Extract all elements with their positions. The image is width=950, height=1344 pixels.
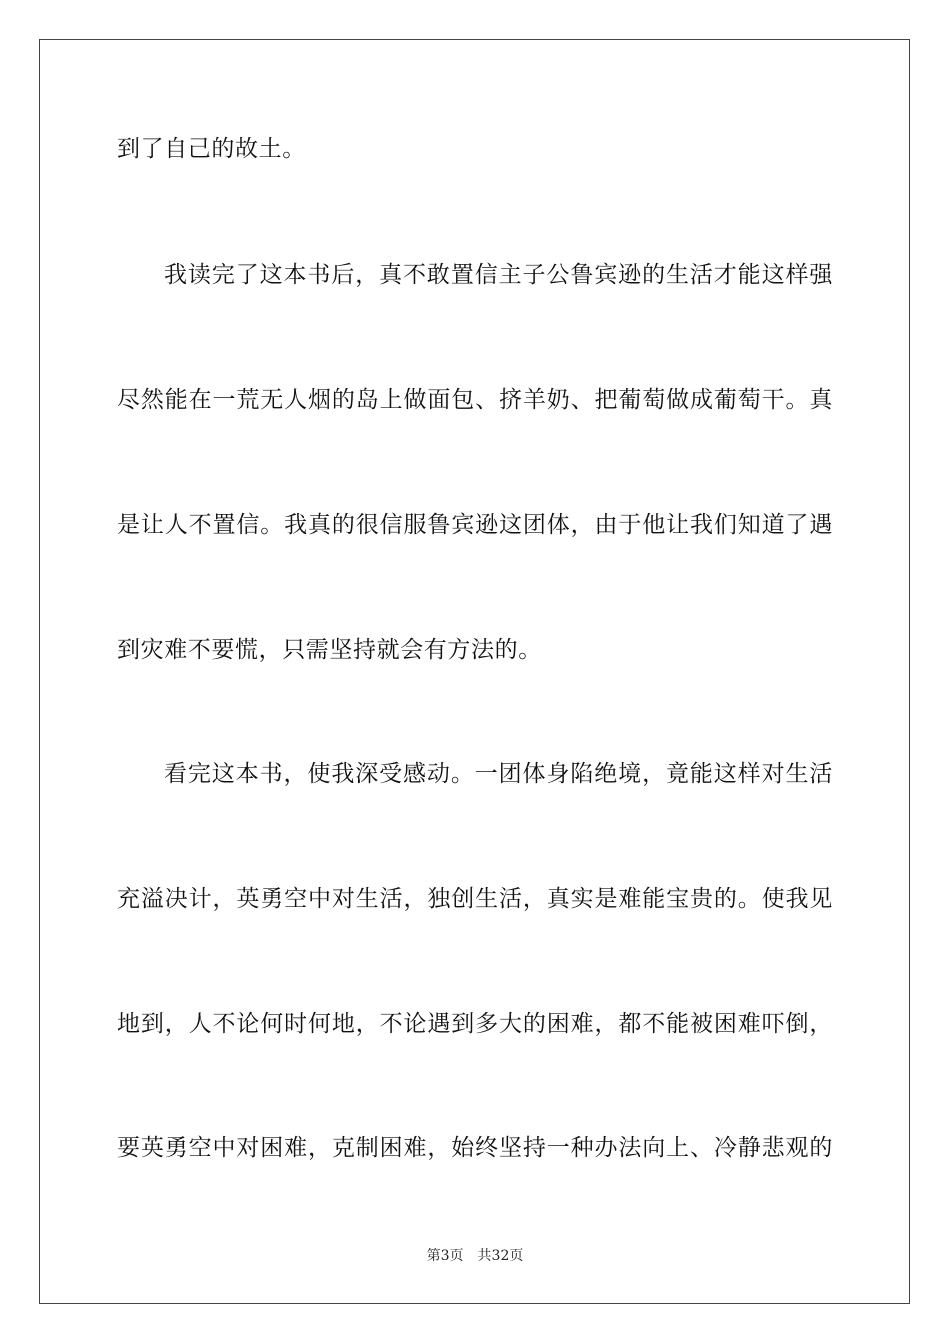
text-line-4: 是让人不置信。我真的很信服鲁宾逊这团体，由于他让我们知道了遇 <box>117 512 833 538</box>
text-line-9: 要英勇空中对困难，克制困难，始终坚持一种办法向上、冷静悲观的 <box>117 1135 833 1161</box>
total-pages: 共32页 <box>477 1248 524 1264</box>
text-line-8: 地到，人不论何时何地，不论遇到多大的困难，都不能被困难吓倒， <box>117 1011 833 1037</box>
page-number: 第3页 <box>426 1248 464 1264</box>
text-line-3: 尽然能在一荒无人烟的岛上做面包、挤羊奶、把葡萄做成葡萄干。真 <box>117 387 833 413</box>
page-border <box>39 39 910 1304</box>
text-line-1: 到了自己的故土。 <box>117 136 306 162</box>
text-line-6: 看完这本书，使我深受感动。一团体身陷绝境，竟能这样对生活 <box>164 761 833 787</box>
page-footer <box>0 1247 950 1265</box>
text-line-7: 充溢决计，英勇空中对生活，独创生活，真实是难能宝贵的。使我见 <box>117 886 833 912</box>
text-line-5: 到灾难不要慌，只需坚持就会有方法的。 <box>117 637 542 663</box>
text-line-2: 我读完了这本书后，真不敢置信主子公鲁宾逊的生活才能这样强 <box>164 262 833 288</box>
